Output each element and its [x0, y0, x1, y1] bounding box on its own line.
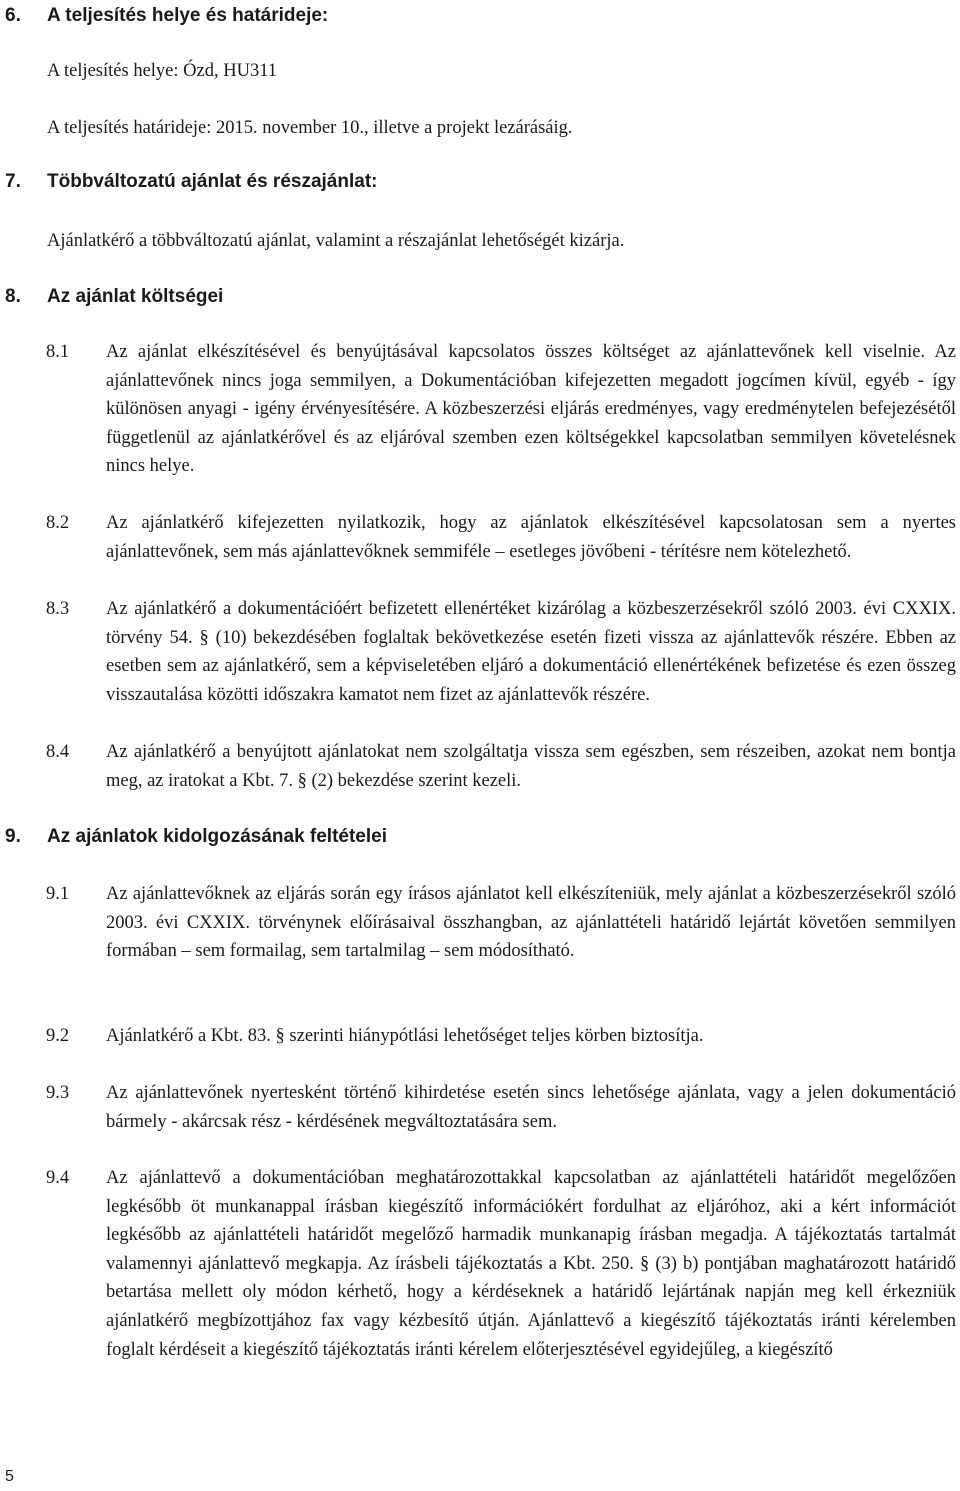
section-title: Többváltozatú ajánlat és részajánlat: — [47, 171, 378, 192]
paragraph-number: 8.4 — [46, 742, 70, 762]
section-number: 7. — [5, 171, 21, 192]
paragraph-text: Az ajánlatkérő a benyújtott ajánlatokat nem szolgáltatja vissza sem egészben, sem részeiben, azokat nem bontja meg, az iratokat a Kbt. 7. § (2) bekezdése szerint kezeli. — [106, 742, 956, 791]
body-line: Ajánlatkérő a többváltozatú ajánlat, valamint a részajánlat lehetőségét kizárja. — [47, 231, 625, 251]
paragraph-number: 9.2 — [46, 1026, 70, 1046]
paragraph-text: Ajánlatkérő a Kbt. 83. § szerinti hiánypótlási lehetőséget teljes körben biztosítja. — [106, 1026, 704, 1046]
body-line: A teljesítés határideje: 2015. november 10., illetve a projekt lezárásáig. — [47, 118, 573, 138]
section-title: A teljesítés helye és határideje: — [47, 5, 329, 26]
paragraph-text: Az ajánlatkérő a dokumentációért befizetett ellenértéket kizárólag a közbeszerzésekről szóló 2003. évi CXXIX. törvény 54. § (10) bekezdésében foglaltak bekövetkezése esetén fizeti vissza az ajánlattevők részére. Ebben az esetben sem az ajánlatkérő, sem a képviseletében eljáró a dokumentáció ellenértékének befizetése és ezen összeg visszautalása közötti időszakra kamatot nem fizet az ajánlattevők részére. — [106, 599, 956, 705]
section-title: Az ajánlat költségei — [47, 286, 224, 307]
paragraph-text: Az ajánlattevő a dokumentációban meghatározottakkal kapcsolatban az ajánlattételi határidőt megelőzően legkésőbb öt munkanappal írásban kiegészítő információkért fordulhat az eljáróhoz, aki a kért információt legkésőbb az ajánlattételi határidőt megelőző harmadik munkanapig írásban megadja. A tájékoztatás tartalmát valamennyi ajánlattevő megkapja. Az írásbeli tájékoztatás a Kbt. 250. § (3) b) pontjában maghatározott határidő betartása mellett oly módon kérhető, hogy a kérdéseknek a határidő lejártának napján meg kell érkezniük ajánlatkérő megbízottjához fax vagy kézbesítő útján. Ajánlattevő a kiegészítő tájékoztatás iránti kérelemben foglalt kérdéseit a kiegészítő tájékoztatás iránti kérelem előterjesztésével egyidejűleg, a kiegészítő — [106, 1168, 956, 1360]
body-line: A teljesítés helye: Ózd, HU311 — [47, 61, 278, 81]
page-number: 5 — [5, 1468, 14, 1485]
section-number: 6. — [5, 5, 21, 26]
paragraph-number: 8.2 — [46, 513, 70, 533]
paragraph-number: 9.4 — [46, 1168, 70, 1188]
paragraph-number: 8.3 — [46, 599, 70, 619]
paragraph-number: 8.1 — [46, 342, 70, 362]
paragraph-number: 9.1 — [46, 884, 70, 904]
paragraph-text: Az ajánlatkérő kifejezetten nyilatkozik, hogy az ajánlatok elkészítésével kapcsolatosan sem a nyertes ajánlattevőnek, sem más ajánlattevőknek semmiféle – esetleges jövőbeni - térítésre nem kötelezhető. — [106, 513, 956, 562]
section-number: 9. — [5, 826, 21, 847]
section-title: Az ajánlatok kidolgozásának feltételei — [47, 826, 387, 847]
paragraph-text: Az ajánlattevőnek nyertesként történő kihirdetése esetén sincs lehetősége ajánlata, vagy a jelen dokumentáció bármely - akárcsak rész - kérdésének megváltoztatására sem. — [106, 1083, 956, 1132]
paragraph-number: 9.3 — [46, 1083, 70, 1103]
paragraph-text: Az ajánlattevőknek az eljárás során egy írásos ajánlatot kell elkészíteniük, mely ajánlat a közbeszerzésekről szóló 2003. évi CXXIX. törvénynek előírásaival összhangban, az ajánlattételi határidő lejártát követően semmilyen formában – sem formailag, sem tartalmilag – sem módosítható. — [106, 884, 956, 962]
paragraph-text: Az ajánlat elkészítésével és benyújtásával kapcsolatos összes költséget az ajánlattevőnek kell viselnie. Az ajánlattevőnek nincs joga semmilyen, a Dokumentációban kifejezetten megadott jogcímen kívül, egyéb - így különösen anyagi - igény érvényesítésére. A közbeszerzési eljárás eredményes, vagy eredménytelen befejezésétől függetlenül az ajánlatkérővel és az eljáróval szemben ezen költségekkel kapcsolatban semmilyen követelésnek nincs helye. — [106, 342, 956, 477]
section-number: 8. — [5, 286, 21, 307]
